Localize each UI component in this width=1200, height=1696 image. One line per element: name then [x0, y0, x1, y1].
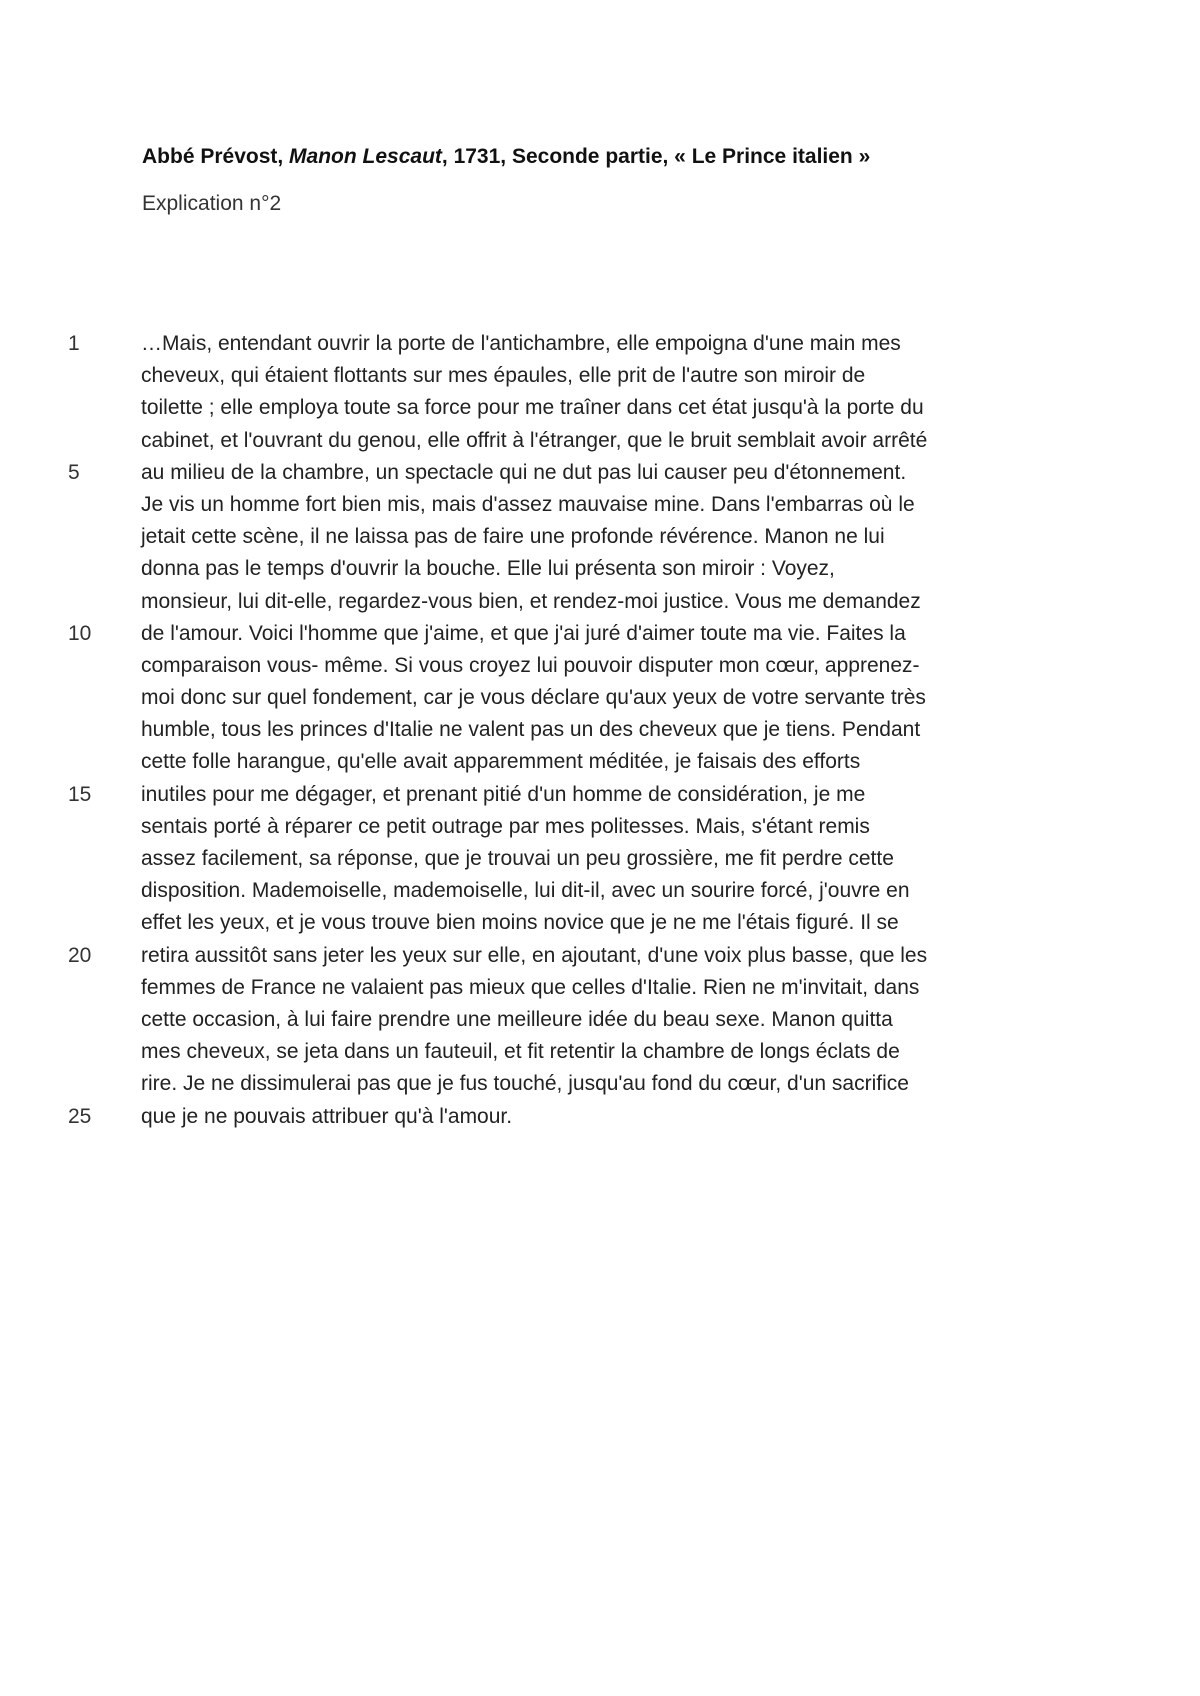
- line-number: 25: [68, 1104, 92, 1128]
- text-line: [0, 746, 1200, 778]
- line-text: que je ne pouvais attribuer qu'à l'amour.: [141, 1104, 513, 1128]
- line-text: cheveux, qui étaient flottants sur mes épaules, elle prit de l'autre son miroir de: [141, 364, 866, 388]
- text-line: [0, 650, 1200, 682]
- document-title: [142, 142, 870, 172]
- text-line: [0, 779, 1200, 811]
- text-line: [0, 489, 1200, 521]
- line-number: 20: [68, 943, 92, 967]
- line-text: de l'amour. Voici l'homme que j'aime, et que j'ai juré d'aimer toute ma vie. Faites la: [141, 621, 906, 645]
- title-author: Abbé Prévost,: [142, 145, 290, 168]
- line-text: inutiles pour me dégager, et prenant pitié d'un homme de considération, je me: [141, 782, 866, 806]
- line-text: comparaison vous- même. Si vous croyez lui pouvoir disputer mon cœur, apprenez-: [141, 653, 920, 677]
- line-number: 15: [68, 782, 92, 806]
- line-text: cabinet, et l'ouvrant du genou, elle offrit à l'étranger, que le bruit semblait avoir arrêté: [141, 428, 928, 452]
- text-line: [0, 907, 1200, 939]
- line-text: …Mais, entendant ouvrir la porte de l'antichambre, elle empoigna d'une main mes: [141, 332, 901, 355]
- line-number: 1: [68, 332, 80, 355]
- line-text: sentais porté à réparer ce petit outrage par mes politesses. Mais, s'étant remis: [141, 814, 870, 838]
- line-text: rire. Je ne dissimulerai pas que je fus touché, jusqu'au fond du cœur, d'un sacrifice: [141, 1072, 909, 1096]
- line-text: cette folle harangue, qu'elle avait apparemment méditée, je faisais des efforts: [141, 750, 861, 774]
- text-line: [0, 425, 1200, 457]
- line-text: humble, tous les princes d'Italie ne valent pas un des cheveux que je tiens. Pendant: [141, 718, 921, 742]
- text-line: [0, 1036, 1200, 1068]
- line-text: retira aussitôt sans jeter les yeux sur elle, en ajoutant, d'une voix plus basse, que les: [141, 943, 928, 967]
- text-line: [0, 940, 1200, 972]
- text-passage: [0, 328, 1200, 1133]
- title-details: , 1731, Seconde partie, « Le Prince italien »: [441, 145, 871, 168]
- text-line: [0, 328, 1200, 360]
- text-line: [0, 618, 1200, 650]
- text-line: [0, 875, 1200, 907]
- text-line: [0, 682, 1200, 714]
- line-text: disposition. Mademoiselle, mademoiselle, lui dit-il, avec un sourire forcé, j'ouvre en: [141, 879, 910, 903]
- line-text: donna pas le temps d'ouvrir la bouche. Elle lui présenta son miroir : Voyez,: [141, 557, 835, 581]
- text-line: [0, 521, 1200, 553]
- line-text: monsieur, lui dit-elle, regardez-vous bien, et rendez-moi justice. Vous me demandez: [141, 589, 921, 613]
- line-text: jetait cette scène, il ne laissa pas de faire une profonde révérence. Manon ne lui: [141, 525, 885, 549]
- line-text: femmes de France ne valaient pas mieux que celles d'Italie. Rien ne m'invitait, dans: [141, 975, 920, 999]
- line-text: Je vis un homme fort bien mis, mais d'assez mauvaise mine. Dans l'embarras où le: [141, 492, 915, 516]
- text-line: [0, 392, 1200, 424]
- line-text: au milieu de la chambre, un spectacle qui ne dut pas lui causer peu d'étonnement.: [141, 460, 907, 484]
- line-number: 10: [68, 621, 92, 645]
- text-line: [0, 1004, 1200, 1036]
- text-line: [0, 714, 1200, 746]
- text-line: [0, 811, 1200, 843]
- line-text: effet les yeux, et je vous trouve bien moins novice que je ne me l'étais figuré. Il se: [141, 911, 899, 935]
- line-text: assez facilement, sa réponse, que je trouvai un peu grossière, me fit perdre cette: [141, 847, 894, 870]
- line-number: 5: [68, 460, 80, 484]
- line-text: toilette ; elle employa toute sa force pour me traîner dans cet état jusqu'à la porte du: [141, 396, 924, 420]
- title-work: Manon Lescaut: [289, 145, 442, 168]
- text-line: [0, 457, 1200, 489]
- document-subtitle: Explication n°2: [142, 192, 282, 215]
- text-line: [0, 360, 1200, 392]
- text-line: [0, 843, 1200, 875]
- text-line: [0, 1068, 1200, 1100]
- text-line: [0, 586, 1200, 618]
- text-line: [0, 972, 1200, 1004]
- text-line: [0, 1101, 1200, 1133]
- line-text: cette occasion, à lui faire prendre une meilleure idée du beau sexe. Manon quitta: [141, 1007, 893, 1031]
- line-text: moi donc sur quel fondement, car je vous déclare qu'aux yeux de votre servante très: [141, 686, 926, 710]
- line-text: mes cheveux, se jeta dans un fauteuil, et fit retentir la chambre de longs éclats de: [141, 1040, 900, 1064]
- text-line: [0, 553, 1200, 585]
